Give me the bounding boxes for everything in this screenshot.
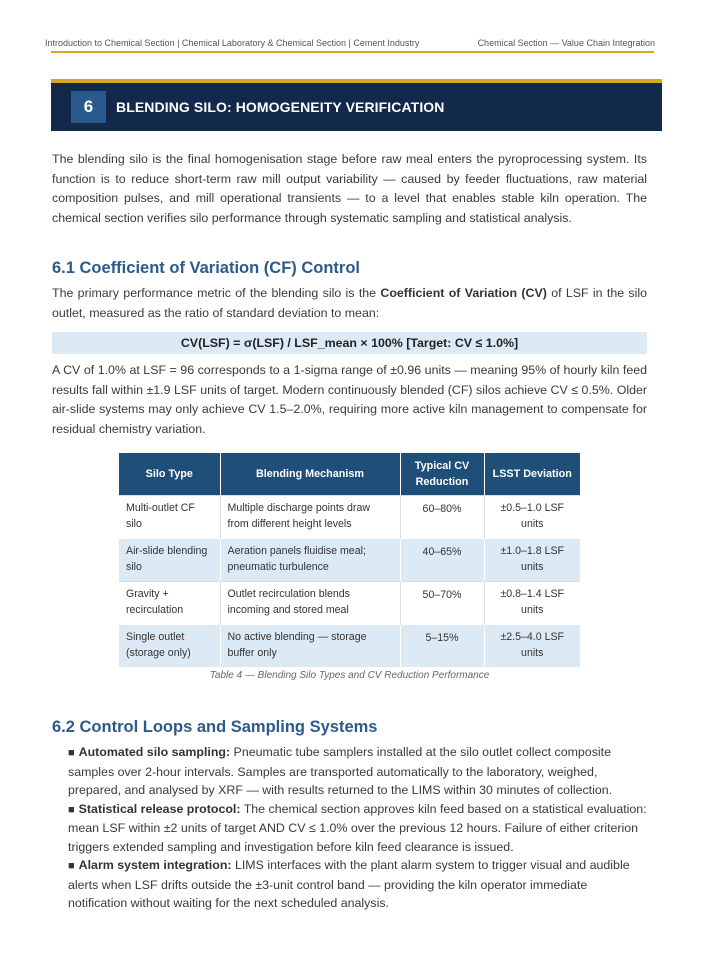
bullet-title: Statistical release protocol: (78, 801, 241, 816)
table-row (119, 624, 580, 667)
table-header-cv-reduction: Typical CV Reduction (400, 453, 484, 495)
table-cell-cv-reduction: 60–80% (400, 495, 484, 538)
running-header (45, 38, 655, 48)
cv-definition-paragraph (52, 284, 647, 323)
table-cell-silo-type: Single outlet (storage only) (119, 624, 220, 667)
cv-definition-text-after: of LSF in the silo outlet, measured as the ratio of standard deviation to mean: (52, 286, 648, 320)
chapter-title: BLENDING SILO: HOMOGENEITY VERIFICATION (116, 99, 445, 115)
table-cell-silo-type: Multi-outlet CF silo (119, 495, 220, 538)
bullet-title: Alarm system integration: (78, 858, 232, 872)
table-caption: Table 4 — Blending Silo Types and CV Reduction Performance (209, 670, 490, 681)
table-cell-deviation: ±2.5–4.0 LSF units (484, 624, 580, 667)
table-header-blending-mechanism: Blending Mechanism (220, 453, 400, 495)
section-heading-6-2: 6.2 Control Loops and Sampling Systems (52, 718, 378, 736)
cv-formula: CV(LSF) = σ(LSF) / LSF_mean × 100% [Target: CV ≤ 1.0%] (52, 332, 647, 354)
bullet-text: Pneumatic tube samplers installed at the silo outlet collect composite samples over 2-hour intervals. Samples are transported automatically to the laboratory, weighed, prepared, and analysed by XRF — with results returned to the LIMS within 30 minutes of collection. (68, 745, 613, 797)
chapter-banner (51, 79, 662, 131)
list-item (68, 743, 648, 800)
table-row (119, 581, 580, 624)
table-row (119, 538, 580, 581)
table-header-row (119, 453, 580, 495)
table-cell-cv-reduction: 40–65% (400, 538, 484, 581)
bullet-title: Automated silo sampling: (78, 745, 231, 759)
table-cell-silo-type: Air-slide blending silo (119, 538, 220, 581)
table-cell-silo-type: Gravity + recirculation (119, 581, 220, 624)
table-cell-deviation: ±0.8–1.4 LSF units (484, 581, 580, 624)
section-heading-6-1: 6.1 Coefficient of Variation (CF) Control (52, 259, 361, 277)
table-cell-deviation: ±1.0–1.8 LSF units (484, 538, 580, 581)
list-item (68, 800, 648, 857)
running-header-right: Chemical Section — Value Chain Integration (477, 38, 655, 48)
cv-definition-term: Coefficient of Variation (CV) (380, 286, 547, 300)
table-row (119, 495, 580, 538)
square-bullet-icon: ■ (68, 860, 75, 872)
table-cell-mechanism: Aeration panels fluidise meal; pneumatic turbulence (220, 538, 400, 581)
square-bullet-icon: ■ (68, 803, 75, 816)
table-cell-cv-reduction: 5–15% (400, 624, 484, 667)
table-cell-mechanism: Outlet recirculation blends incoming and stored meal (220, 581, 400, 624)
square-bullet-icon: ■ (68, 747, 75, 759)
list-item (68, 856, 648, 913)
running-header-left: Introduction to Chemical Section | Chemical Laboratory & Chemical Section | Cement Industry (45, 38, 420, 48)
table-cell-deviation: ±0.5–1.0 LSF units (484, 495, 580, 538)
bullet-text: The chemical section approves kiln feed based on a statistical evaluation: mean LSF within ±2 units of target AND CV ≤ 1.0% over the previous 12 hours. Failure of either criterion triggers extended sampling and investigation before kiln feed clearance is issued. (68, 801, 647, 854)
table-cell-mechanism: No active blending — storage buffer only (220, 624, 400, 667)
bullet-text: LIMS interfaces with the plant alarm system to trigger visual and audible alerts when LSF drifts outside the ±3-unit control band — providing the kiln operator immediate notification without waiting for the next scheduled analysis. (68, 858, 630, 910)
table-cell-mechanism: Multiple discharge points draw from different height levels (220, 495, 400, 538)
table-header-lsst-deviation: LSST Deviation (484, 453, 580, 495)
cv-explanation-paragraph: A CV of 1.0% at LSF = 96 corresponds to a 1-sigma range of ±0.96 units — meaning 95% of hourly kiln feed results fall within ±1.9 LSF units of target. Modern continuously blended (CF) silos achieve CV ≤ 0.5%. Older air-slide systems may only achieve CV 1.5–2.0%, requiring more active kiln management to compensate for residual chemistry variation. (52, 363, 647, 436)
silo-types-table (119, 453, 580, 667)
cv-definition-text-before: The primary performance metric of the blending silo is the (52, 286, 381, 300)
header-rule (51, 51, 654, 53)
intro-paragraph: The blending silo is the final homogenisation stage before raw meal enters the pyroprocessing system. Its function is to reduce short-term raw mill output variability — caused by feeder fluctuations, raw material composition pulses, and mill operational transients — to a level that enables stable kiln operation. The chemical section verifies silo performance through systematic sampling and statistical analysis. (52, 152, 647, 225)
table-cell-cv-reduction: 50–70% (400, 581, 484, 624)
table-header-silo-type: Silo Type (119, 453, 220, 495)
bullet-list (68, 743, 648, 913)
chapter-number-badge: 6 (71, 91, 106, 123)
